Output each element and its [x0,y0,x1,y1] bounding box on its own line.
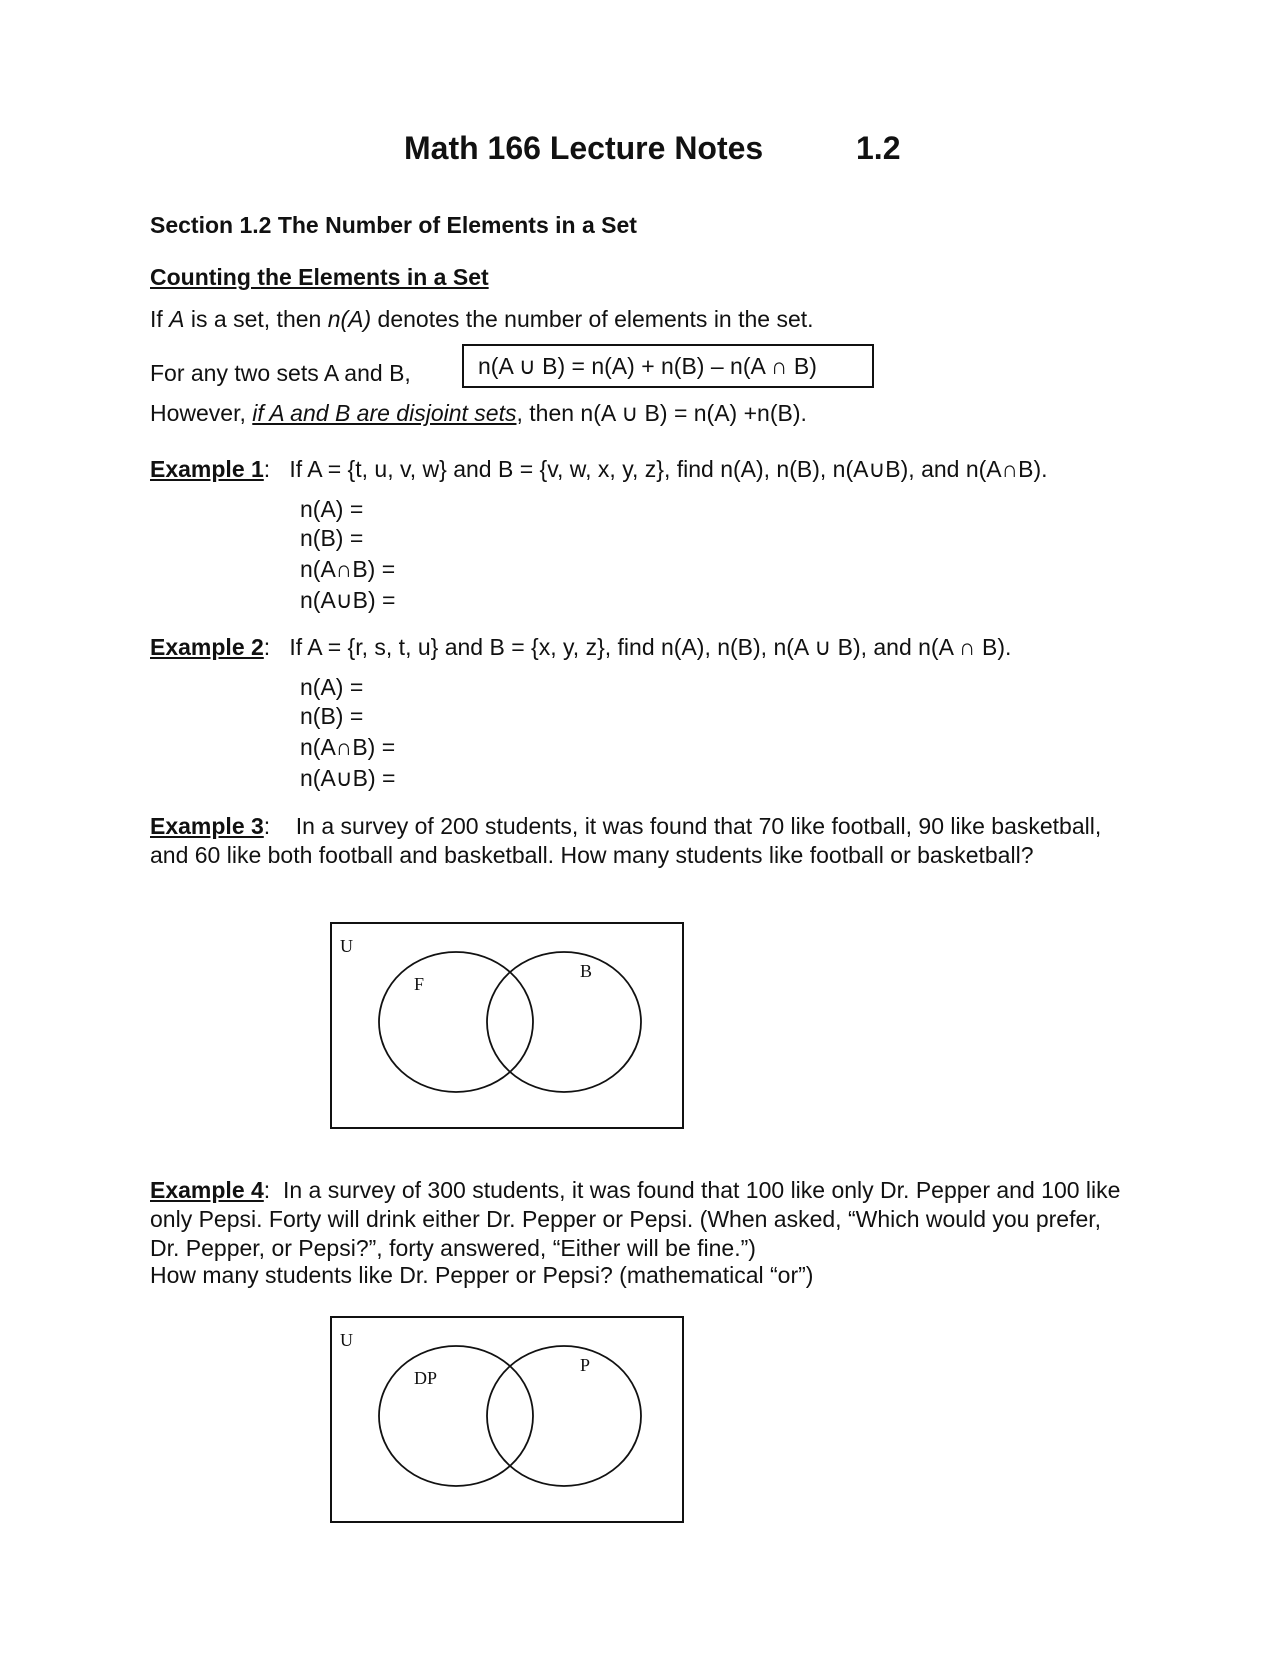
example2-answer-union: n(A∪B) = [300,765,396,791]
example2-answer-nB: n(B) = [300,703,364,729]
rule-lead: For any two sets A and B, [150,360,411,386]
example2-answer-nA: n(A) = [300,674,364,700]
universe-rectangle [331,1317,683,1522]
example2-answer-intersection: n(A∩B) = [300,734,396,760]
example4-question: How many students like Dr. Pepper or Pepsi? (mathematical “or”) [150,1262,814,1288]
universe-label: U [340,1330,353,1350]
example2-prompt: Example 2: If A = {r, s, t, u} and B = {x, y, z}, find n(A), n(B), n(A ∪ B), and n(A ∩ B). [150,634,1012,660]
football-label: F [414,974,425,994]
example1-answer-nB: n(B) = [300,525,364,551]
definition-line: If A is a set, then n(A) denotes the number of elements in the set. [150,306,814,332]
dr-pepper-label: DP [414,1368,438,1388]
section-heading: Section 1.2 The Number of Elements in a Set [150,212,637,238]
basketball-circle [487,952,641,1092]
example1-answer-nA: n(A) = [300,496,364,522]
example1-prompt: Example 1: If A = {t, u, v, w} and B = {v, w, x, y, z}, find n(A), n(B), n(A∪B), and n(A∩B). [150,456,1048,482]
example3-prompt: Example 3: In a survey of 200 students, it was found that 70 like football, 90 like basketball, and 60 like both football and basketball. How many students like football or basketball? [150,813,1102,868]
example4-venn-diagram [330,1316,686,1526]
universe-rectangle [331,923,683,1128]
example4-prompt: Example 4: In a survey of 300 students, it was found that 100 like only Dr. Pepper and 100 like only Pepsi. Forty will drink either Dr. Pepper or Pepsi. (When asked, “Which would you prefer, Dr. Pepper, or Pepsi?”, forty answered, “Either will be fine.”) [150,1177,1121,1261]
disjoint-line: However, if A and B are disjoint sets, then n(A ∪ B) = n(A) +n(B). [150,400,807,426]
universe-label: U [340,936,353,956]
example1-answer-union: n(A∪B) = [300,587,396,613]
example2-label: Example 2 [150,634,264,660]
page-title: Math 166 Lecture Notes [404,130,764,166]
example3-label: Example 3 [150,813,264,839]
basketball-label: B [580,961,593,981]
union-formula-box: n(A ∪ B) = n(A) + n(B) – n(A ∩ B) [462,344,874,388]
section-number: 1.2 [856,130,901,166]
pepsi-circle [487,1346,641,1486]
example1-label: Example 1 [150,456,264,482]
example3-venn-diagram [330,922,686,1132]
example4-label: Example 4 [150,1177,264,1203]
subheading: Counting the Elements in a Set [150,264,489,290]
example1-answer-intersection: n(A∩B) = [300,556,396,582]
pepsi-label: P [580,1355,591,1375]
